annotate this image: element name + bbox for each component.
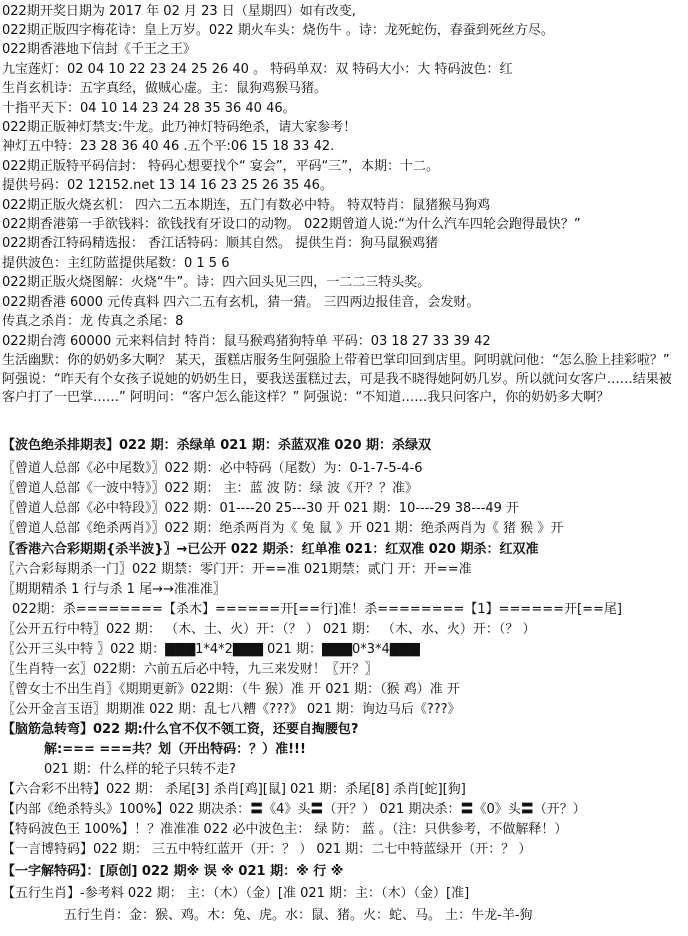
text-line: 022期正版火烧玄机： 四六二五本期连，五门有数必中特。 特双特肖：鼠猪猴马狗鸡 — [2, 198, 491, 213]
text-line: 022期台湾 60000 元来料信封 特肖：鼠马猴鸡猪狗特单 平码：03 18 27 33 39 42 — [2, 334, 491, 349]
text-line: 022期开奖日期为 2017 年 02 月 23 日（星期四）如有改变, — [2, 4, 356, 19]
section-line: 【内部《绝杀特头》100%】022 期决杀：〓《4》头〓（开？） 021 期决杀：〓《0》头〓（开？） — [2, 802, 586, 817]
section-line: 〖曾道人总部《必中特段》〗022 期：01----20 25---30 开 021 期：10----29 38---49 开 — [2, 501, 520, 516]
text-line: 提供波色：主红防蓝提供尾数：0 1 5 6 — [2, 256, 230, 271]
section-line: 021 期：什么样的轮子只转不走? — [44, 762, 236, 777]
section-line: 五行生肖：金：猴、鸡。木：兔、虎。水：鼠、猪。火：蛇、马。 土：牛龙-羊-狗 — [64, 908, 533, 923]
section-line: 〖曾道人总部《绝杀两肖》〗022 期：绝杀两肖为《 兔 鼠 》开 021 期：绝杀两肖为《 猪 猴 》开 — [2, 521, 564, 536]
section-line: 〖公开金言玉语〗期期准 022 期：乱七八糟《???》 021 期：询边马后《???》 — [2, 702, 461, 717]
section-line: 〖公开五行中特〗022 期： （木、土、火）开：（？ ） 021 期： （木、水、火）开：（？ ） — [2, 622, 536, 637]
section-line: 【一字解特码】：[原创] 022 期※ 误 ※ 021 期：※ 行 ※ — [2, 864, 344, 879]
text-line: 022期正版特平码信封： 特码心想要找个“ 宴会”，平码“三”，本期：十二。 — [2, 159, 440, 174]
section-line: 022期：杀========【杀木】======开[==行]准！杀========【1】======开[==尾] — [12, 602, 622, 617]
section-line: 【六合彩不出特】022 期： 杀尾[3] 杀肖[鸡][鼠] 021 期：杀尾[8] 杀肖[蛇][狗] — [2, 782, 466, 797]
section-line: 〖期期精杀 1 行与杀 1 尾→→准准准〗 — [2, 582, 226, 597]
humor-paragraph: 生活幽默：你的奶奶多大啊？ 某天，蛋糕店服务生阿强脸上带着巴掌印回到店里。阿明就问他：“怎么脸上挂彩啦？” 阿强说：“昨天有个女孩子说她的奶奶生日，要我送蛋糕过去，可是我不晓得她阿奶几岁。所以就问女客户……结果被 客户打了一巴掌……” 阿明问：“客户怎么能这样？” 阿强说：“不知道……我只问客户，你的奶奶多大啊？ — [2, 353, 672, 405]
section-line: 〖生肖特一玄〗022期：六前五后必中特，九三来发财！〖开？〗 — [2, 662, 378, 677]
text-line: 022期香港第一手欲钱料：欲钱找有牙设口的动物。 022期曾道人说:“为什么汽车四轮会跑得最快？” — [2, 217, 581, 232]
section-line: 〖六合彩每期杀一门〗022 期禁：零门开：开==准 021期禁：贰门 开：开==准 — [2, 562, 472, 577]
section-line: 【脑筋急转弯】022 期:什么官不仅不领工资，还要自掏腰包? — [2, 722, 359, 737]
text-line: 生肖玄机诗：五字真经，做贼心虚。主：鼠狗鸡猴马猪。 — [2, 81, 328, 96]
section-line: 〖曾道人总部《必中尾数》〗022 期：必中特码（尾数）为：0-1-7-5-4-6 — [2, 461, 423, 476]
section-line: 【特码波色王 100%】！？准准准 022 必中波色主： 绿 防： 蓝 。（注：只供参考，不做解释！） — [2, 822, 568, 837]
text-line: 022期香江特码精选报： 香江话特码：顺其自然。 提供生肖：狗马鼠猴鸡猪 — [2, 236, 439, 251]
section-line: 【五行生肖】-参考料 022 期： 主：（木）（金）[准 021 期：主：（木）（金）[准] — [2, 886, 470, 901]
text-line: 022期香港地下信封《千王之王》 — [2, 42, 196, 57]
section-line: 【一言博特码】022 期： 三五中特红蓝开（开：？ ） 021 期：二七中特蓝绿开（开：？ ） — [2, 842, 532, 857]
text-line: 提供号码：02 12152.net 13 14 16 23 25 26 35 46。 — [2, 178, 333, 193]
section-line: 【波色绝杀排期表】022 期：杀绿单 021 期：杀蓝双准 020 期：杀绿双 — [2, 438, 432, 453]
text-line: 022期香港 6000 元传真料 四六二五有玄机，猜一猜。 三四两边报佳音，会发财。 — [2, 295, 480, 310]
text-line: 022期正版火烧图解：火烧“牛”。诗：四六回头见三四，一二二三特头奖。 — [2, 275, 431, 290]
section-line: 解:=== ===共？划（开出特码：？）准!!! — [44, 742, 306, 757]
section-line: 〖曾女士不出生肖〗《期期更新》022期：（牛 猴）准 开 021 期：（猴 鸡）准 开 — [2, 682, 460, 697]
text-line: 022期正版神灯禁支:牛龙。此乃神灯特码绝杀，请大家参考！ — [2, 120, 357, 135]
text-line: 022期正版四字梅花诗：皇上万岁。022 期火车头：烧伤牛 。诗：龙死蛇伤，春蚕到死丝方尽。 — [2, 23, 554, 38]
section-line: 〖曾道人总部《一波中特》〗022 期： 主：蓝 波 防：绿 波《开？？准》 — [2, 481, 418, 496]
text-line: 九宝莲灯：02 04 10 22 23 24 25 26 40 。 特码单双：双 特码大小：大 特码波色：红 — [2, 62, 513, 77]
text-line: 十指平天下：04 10 14 23 24 28 35 36 40 46。 — [2, 101, 296, 116]
section-line: 〖香港六合彩期期{杀半波}〗→已公开 022 期杀：红单准 021：红双准 020 期杀：红双准 — [2, 542, 539, 557]
text-line: 传真之杀肖：龙 传真之杀尾：8 — [2, 314, 184, 329]
text-line: 神灯五中特：23 28 36 40 46 .五个平:06 15 18 33 42. — [2, 139, 335, 154]
section-line: 〖公开三头中特 〗022 期：▇▇▇1*4*2▇▇▇ 021 期：▇▇▇0*3*4▇▇▇ — [2, 642, 420, 657]
